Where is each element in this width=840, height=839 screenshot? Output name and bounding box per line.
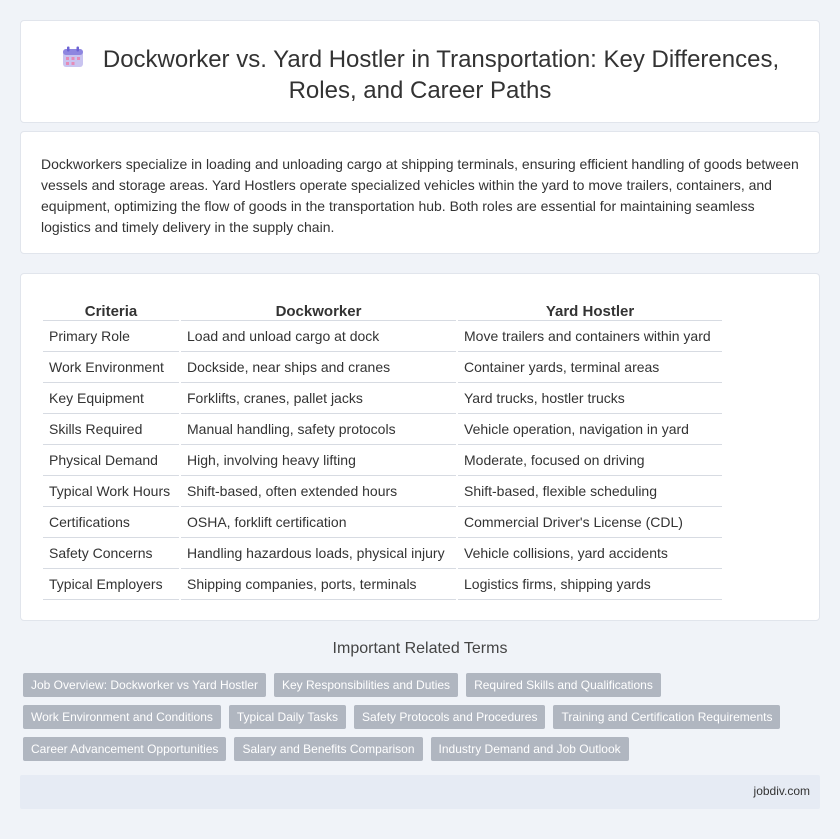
header-card <box>20 20 820 123</box>
related-term-tag[interactable]: Job Overview: Dockworker vs Yard Hostler <box>23 673 266 697</box>
table-row <box>43 538 722 569</box>
title-line-2: Roles, and Career Paths <box>288 77 552 104</box>
related-term-tag[interactable]: Safety Protocols and Procedures <box>354 705 545 729</box>
table-cell: Shift-based, often extended hours <box>181 476 456 507</box>
related-terms-title: Important Related Terms <box>332 640 508 657</box>
page-title <box>21 45 819 105</box>
table-cell: OSHA, forklift certification <box>181 507 456 538</box>
table-cell: Commercial Driver's License (CDL) <box>458 507 722 538</box>
table-cell: Certifications <box>43 507 179 538</box>
table-cell: Yard trucks, hostler trucks <box>458 383 722 414</box>
table-cell: Forklifts, cranes, pallet jacks <box>181 383 456 414</box>
related-term-tag[interactable]: Required Skills and Qualifications <box>466 673 661 697</box>
table-cell: Skills Required <box>43 414 179 445</box>
table-cell: Shift-based, flexible scheduling <box>458 476 722 507</box>
table-cell: Dockside, near ships and cranes <box>181 352 456 383</box>
table-cell: Typical Employers <box>43 569 179 600</box>
table-cell: Container yards, terminal areas <box>458 352 722 383</box>
footer <box>20 775 820 809</box>
table-row <box>43 352 722 383</box>
intro-paragraph: Dockworkers specialize in loading and unloading cargo at shipping terminals, ensuring efficient handling of goods between vessels and storage areas. Yard Hostlers operate specialized vehicles within the yard to move trailers, containers, and equipment, optimizing the flow of goods in the transportation hub. Both roles are essential for maintaining seamless logistics and timely delivery in the supply chain. <box>41 156 799 235</box>
related-term-tag[interactable]: Training and Certification Requirements <box>553 705 780 729</box>
column-header: Dockworker <box>181 294 456 321</box>
table-row <box>43 569 722 600</box>
table-cell: Physical Demand <box>43 445 179 476</box>
table-row <box>43 445 722 476</box>
table-cell: Shipping companies, ports, terminals <box>181 569 456 600</box>
table-row <box>43 321 722 352</box>
table-cell: Load and unload cargo at dock <box>181 321 456 352</box>
title-line-1: Dockworker vs. Yard Hostler in Transportation: Key Differences, <box>102 46 780 73</box>
related-terms-row <box>23 737 629 761</box>
table-cell: Key Equipment <box>43 383 179 414</box>
site-name[interactable]: jobdiv.com <box>753 784 810 798</box>
table-cell: Vehicle operation, navigation in yard <box>458 414 722 445</box>
related-term-tag[interactable]: Industry Demand and Job Outlook <box>431 737 629 761</box>
column-header: Yard Hostler <box>458 294 722 321</box>
column-header: Criteria <box>43 294 179 321</box>
calendar-icon <box>61 45 85 76</box>
table-header-row <box>43 294 722 321</box>
table-cell: Manual handling, safety protocols <box>181 414 456 445</box>
table-cell: High, involving heavy lifting <box>181 445 456 476</box>
table-cell: Primary Role <box>43 321 179 352</box>
table-cell: Safety Concerns <box>43 538 179 569</box>
table-cell: Moderate, focused on driving <box>458 445 722 476</box>
related-term-tag[interactable]: Career Advancement Opportunities <box>23 737 226 761</box>
table-row <box>43 476 722 507</box>
table-cell: Typical Work Hours <box>43 476 179 507</box>
table-row <box>43 414 722 445</box>
comparison-table <box>41 294 724 600</box>
table-row <box>43 507 722 538</box>
table-cell: Vehicle collisions, yard accidents <box>458 538 722 569</box>
related-terms-row <box>23 705 780 729</box>
table-cell: Handling hazardous loads, physical injury <box>181 538 456 569</box>
related-term-tag[interactable]: Salary and Benefits Comparison <box>234 737 422 761</box>
related-term-tag[interactable]: Typical Daily Tasks <box>229 705 346 729</box>
related-term-tag[interactable]: Work Environment and Conditions <box>23 705 221 729</box>
table-cell: Logistics firms, shipping yards <box>458 569 722 600</box>
comparison-card <box>20 273 820 621</box>
table-cell: Move trailers and containers within yard <box>458 321 722 352</box>
table-row <box>43 383 722 414</box>
table-cell: Work Environment <box>43 352 179 383</box>
related-term-tag[interactable]: Key Responsibilities and Duties <box>274 673 458 697</box>
intro-card <box>20 131 820 254</box>
related-terms-row <box>23 673 661 697</box>
